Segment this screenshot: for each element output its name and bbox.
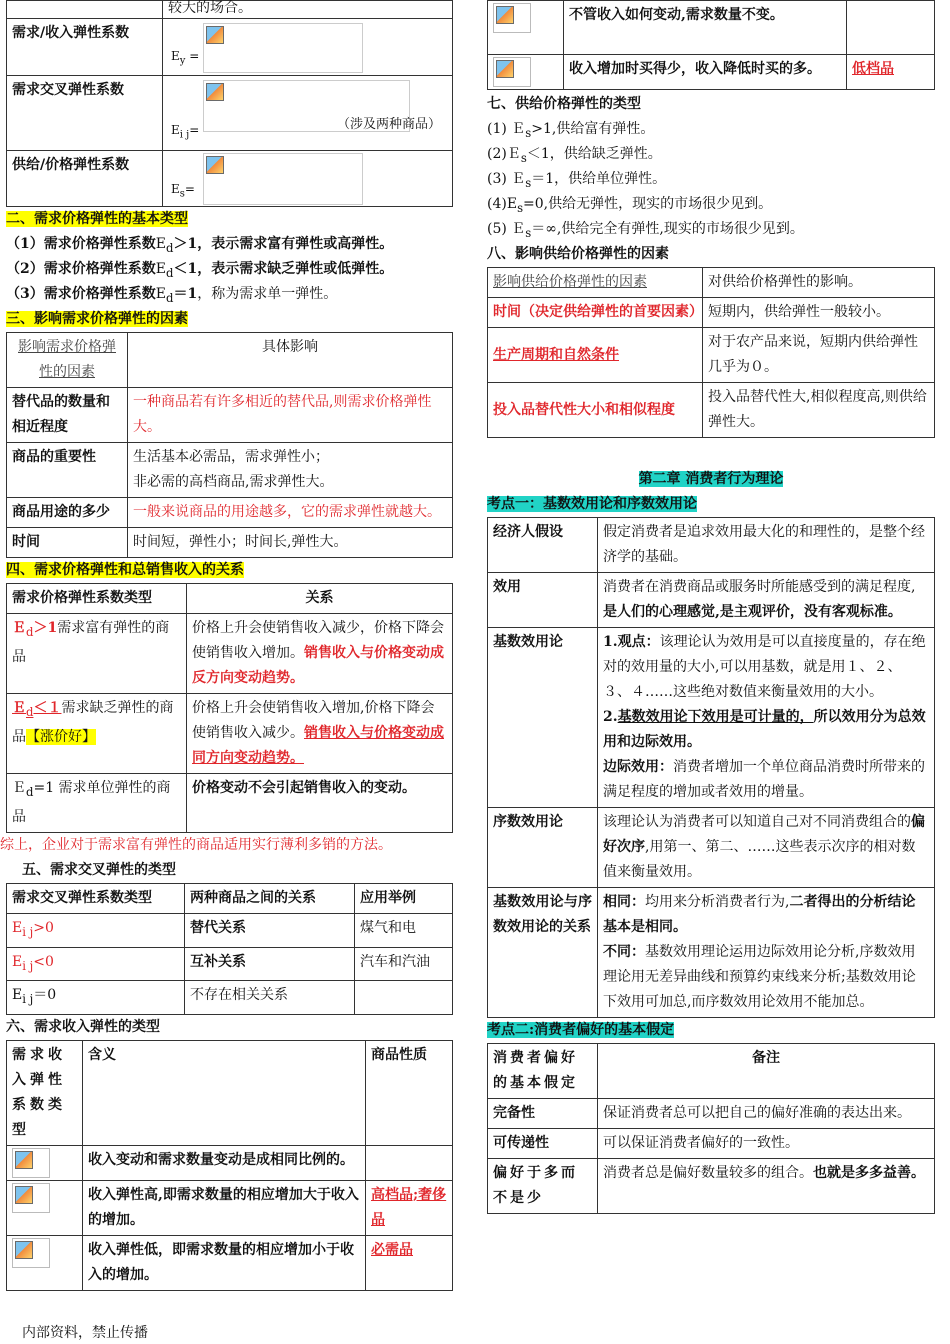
- formula-cross-elasticity: $E_{i j}=$ （涉及两种商品）: [163, 76, 453, 151]
- image-placeholder-icon: [206, 156, 224, 174]
- def-cardinal-utility: 1.观点：该理论认为效用是可以直接度量的，存在绝对的效用量的大小,可以用基数，就是用１、２、３、４……这些绝对数值来衡量效用的大小。 2.基数效用论下效用是可计量的，所以效用分为总效用和边际效用。 边际效用：消费者增加一个单位商品消费时所带来的满足程度的增加或者效用的增量。: [598, 628, 935, 808]
- nature-unit: [366, 1146, 453, 1181]
- supply-impact-time: 短期内，供给弹性一般较小。: [703, 298, 935, 328]
- meaning-low: 收入弹性低，即需求数量的相应增加小于收入的增加。: [83, 1236, 366, 1291]
- example-gas-electricity: 煤气和电: [355, 913, 453, 947]
- supply-elasticity-factors-table: [487, 267, 935, 438]
- supply-type-2: (2)Ｅ$_s$＜1，供给缺乏弹性。: [487, 146, 662, 165]
- meaning-zero: 不管收入如何变动,需求数量不变。: [564, 1, 847, 55]
- factor-uses: 商品用途的多少: [7, 498, 128, 528]
- cross-elasticity-table: [6, 883, 453, 1015]
- formula-image: [203, 153, 363, 205]
- def-utility: 消费者在消费商品或服务时所能感受到的满足程度,是人们的心理感觉,是主观评价，没有客观标准。: [598, 573, 935, 628]
- demand-elasticity-factors-table: [6, 332, 453, 558]
- image-placeholder-icon: [15, 1151, 33, 1169]
- row-label-income-elasticity: 需求/收入弹性系数: [7, 19, 163, 76]
- right-column: [487, 0, 935, 1214]
- section-4-title: 四、需求价格弹性和总销售收入的关系: [6, 562, 244, 578]
- formula-image: [493, 57, 531, 87]
- type-inelastic: Ｅ$_d$＜１需求缺乏弹性的商品【涨价好】: [7, 694, 187, 774]
- example-car-gasoline: 汽车和汽油: [355, 947, 453, 981]
- remark-transitivity: 可以保证消费者偏好的一致性。: [598, 1129, 935, 1159]
- income-elasticity-table-continued: [487, 0, 935, 90]
- supply-factor-time: 时间（决定供给弹性的首要因素）: [488, 298, 703, 328]
- section-2-line-2: （2）需求价格弹性系数$E_d<1$，表示需求缺乏弹性或低弹性。: [6, 261, 394, 280]
- supply-impact-inputs: 投入品替代性大,相似程度高,则供给弹性大。: [703, 383, 935, 438]
- supply-factor-cycle: 生产周期和自然条件: [488, 328, 703, 383]
- factor-importance: 商品的重要性: [7, 443, 128, 498]
- example-empty: [355, 981, 453, 1015]
- cross-type-positive: $E_{i j}>0$: [7, 913, 185, 947]
- header-income-type: 需求收入弹性系数类型: [7, 1041, 83, 1146]
- supply-type-3: (3) Ｅ$_s$＝1，供给单位弹性。: [487, 171, 667, 190]
- footer-note: 内部资料，禁止传播: [22, 1325, 148, 1341]
- term-cardinal-utility: 基数效用论: [488, 628, 598, 808]
- section-3-title: 三、影响需求价格弹性的因素: [6, 311, 188, 327]
- impact-importance: 生活基本必需品，需求弹性小； 非必需的高档商品,需求弹性大。: [128, 443, 453, 498]
- meaning-unit: 收入变动和需求数量变动是成相同比例的。: [83, 1146, 366, 1181]
- section-6-title: 六、需求收入弹性的类型: [6, 1019, 160, 1036]
- nature-zero: [847, 1, 935, 55]
- raise-price-tag: 【涨价好】: [26, 728, 96, 745]
- row-label-supply-elasticity: 供给/价格弹性系数: [7, 151, 163, 207]
- type-elastic: Ｅ$_d$＞1需求富有弹性的商品: [7, 614, 187, 694]
- image-placeholder-icon: [206, 83, 224, 101]
- section-7-title: 七、供给价格弹性的类型: [487, 96, 641, 112]
- formula-income-elasticity: $E_y$ =: [163, 19, 453, 76]
- summary-text: 综上，企业对于需求富有弹性的商品适用实行薄利多销的方法。: [0, 836, 392, 853]
- type-unit: Ｅ$_d$=1 需求单位弹性的商品: [7, 774, 187, 833]
- formula-supply-elasticity: $E_s=$: [163, 151, 453, 207]
- formula-image: [12, 1238, 50, 1268]
- factor-substitutes: 替代品的数量和相近程度: [7, 388, 128, 443]
- cross-type-zero: $E_{i j}=0$: [7, 981, 185, 1015]
- impact-uses: 一般来说商品的用途越多，它的需求弹性就越大。: [128, 498, 453, 528]
- header-supply-factor: 影响供给价格弹性的因素: [488, 268, 703, 298]
- section-2-line-1: （1）需求价格弹性系数$E_d>1$，表示需求富有弹性或高弹性。: [6, 236, 394, 255]
- def-relationship: 相同：均用来分析消费者行为,二者得出的分析结论基本是相同。 不同：基数效用理论运用边际效用论分析,序数效用理论用无差异曲线和预算约束线来分析;基数效用论下效用可加总,而序数效用论效用不能加总。: [598, 888, 935, 1018]
- assumption-transitivity: 可传递性: [488, 1129, 598, 1159]
- header-type: 需求价格弹性系数类型: [7, 584, 187, 614]
- impact-time: 时间短，弹性小；时间长,弹性大。: [128, 528, 453, 558]
- key-point-1-title: 考点一：基数效用论和序数效用论: [487, 496, 697, 512]
- relation-substitute: 替代关系: [185, 913, 355, 947]
- impact-substitutes: 一种商品若有许多相近的替代品,则需求价格弹性大。: [128, 388, 453, 443]
- left-column: [0, 0, 453, 1291]
- header-impact: 具体影响: [128, 333, 453, 388]
- income-type-image: [7, 1146, 83, 1181]
- header-assumption: 消费者偏好的基本假定: [488, 1044, 598, 1099]
- meaning-high: 收入弹性高,即需求数量的相应增加大于收入的增加。: [83, 1181, 366, 1236]
- preference-assumptions-table: [487, 1043, 935, 1214]
- term-rational-agent: 经济人假设: [488, 518, 598, 573]
- supply-type-1: (1) Ｅ$_s$>1,供给富有弹性。: [487, 121, 655, 140]
- remark-more-is-better: 消费者总是偏好数量较多的组合。也就是多多益善。: [598, 1159, 935, 1214]
- def-ordinal-utility: 该理论认为消费者可以知道自己对不同消费组合的偏好次序,用第一、第二、……这些表示次序的相对数值来衡量效用。: [598, 808, 935, 888]
- image-placeholder-icon: [206, 26, 224, 44]
- section-2-line-3: （3）需求价格弹性系数$E_d=1$，称为需求单一弹性。: [6, 286, 338, 305]
- key-point-2-title: 考点二:消费者偏好的基本假定: [487, 1022, 675, 1038]
- header-supply-impact: 对供给价格弹性的影响。: [703, 268, 935, 298]
- cross-note: （涉及两种商品）: [336, 117, 441, 132]
- term-ordinal-utility: 序数效用论: [488, 808, 598, 888]
- section-8-title: 八、影响供给价格弹性的因素: [487, 246, 669, 262]
- header-remark: 备注: [598, 1044, 935, 1099]
- cell-empty: [7, 1, 163, 19]
- relation-complement: 互补关系: [185, 947, 355, 981]
- meaning-negative: 收入增加时买得少，收入降低时买的多。: [564, 55, 847, 90]
- section-2-title: 二、需求价格弹性的基本类型: [6, 211, 188, 227]
- income-type-image: [7, 1181, 83, 1236]
- image-placeholder-icon: [496, 6, 514, 24]
- income-type-image: [488, 55, 564, 90]
- header-meaning: 含义: [83, 1041, 366, 1146]
- nature-necessity: 必需品: [366, 1236, 453, 1291]
- remark-completeness: 保证消费者总可以把自己的偏好准确的表达出来。: [598, 1099, 935, 1129]
- utility-theory-table: [487, 517, 935, 1018]
- formula-image: [203, 23, 363, 73]
- cell-continued-text: 较大的场合。: [163, 1, 453, 19]
- image-placeholder-icon: [496, 60, 514, 78]
- assumption-more-is-better: 偏好于多而不是少: [488, 1159, 598, 1214]
- relation-elastic: 价格上升会使销售收入减少，价格下降会使销售收入增加。销售收入与价格变动成反方向变动趋势。: [187, 614, 453, 694]
- header-factor: 影响需求价格弹性的因素: [7, 333, 128, 388]
- header-nature: 商品性质: [366, 1041, 453, 1146]
- supply-type-4: $(4)E_s=0$,供给无弹性，现实的市场很少见到。: [487, 196, 773, 215]
- formula-image: [12, 1183, 50, 1213]
- header-relation: 关系: [187, 584, 453, 614]
- relation-inelastic: 价格上升会使销售收入增加,价格下降会使销售收入减少。销售收入与价格变动成同方向变动趋势。: [187, 694, 453, 774]
- income-type-image: [488, 1, 564, 55]
- supply-impact-cycle: 对于农产品来说，短期内供给弹性几乎为０。: [703, 328, 935, 383]
- chapter-title: 第二章 消费者行为理论: [638, 471, 784, 487]
- image-placeholder-icon: [15, 1186, 33, 1204]
- nature-luxury: 高档品;奢侈品: [366, 1181, 453, 1236]
- term-utility: 效用: [488, 573, 598, 628]
- elasticity-revenue-table: [6, 583, 453, 833]
- assumption-completeness: 完备性: [488, 1099, 598, 1129]
- cross-type-negative: $E_{i j}<0$: [7, 947, 185, 981]
- formula-image: [12, 1148, 50, 1178]
- def-rational-agent: 假定消费者是追求效用最大化的和理性的，是整个经济学的基础。: [598, 518, 935, 573]
- relation-unit: 价格变动不会引起销售收入的变动。: [187, 774, 453, 833]
- term-relationship: 基数效用论与序数效用论的关系: [488, 888, 598, 1018]
- header-example: 应用举例: [355, 883, 453, 913]
- image-placeholder-icon: [15, 1241, 33, 1259]
- supply-type-5: (5) Ｅ$_s$＝∞,供给完全有弹性,现实的市场很少见到。: [487, 221, 804, 240]
- supply-factor-inputs: 投入品替代性大小和相似程度: [488, 383, 703, 438]
- section-5-title: 五、需求交叉弹性的类型: [22, 861, 176, 878]
- factor-time: 时间: [7, 528, 128, 558]
- header-cross-type: 需求交叉弹性系数类型: [7, 883, 185, 913]
- row-label-cross-elasticity: 需求交叉弹性系数: [7, 76, 163, 151]
- elasticity-formula-table: [6, 0, 453, 207]
- relation-none: 不存在相关关系: [185, 981, 355, 1015]
- income-type-image: [7, 1236, 83, 1291]
- formula-image: [493, 3, 531, 33]
- income-elasticity-table: [6, 1040, 453, 1291]
- header-goods-relation: 两种商品之间的关系: [185, 883, 355, 913]
- nature-inferior: 低档品: [847, 55, 935, 90]
